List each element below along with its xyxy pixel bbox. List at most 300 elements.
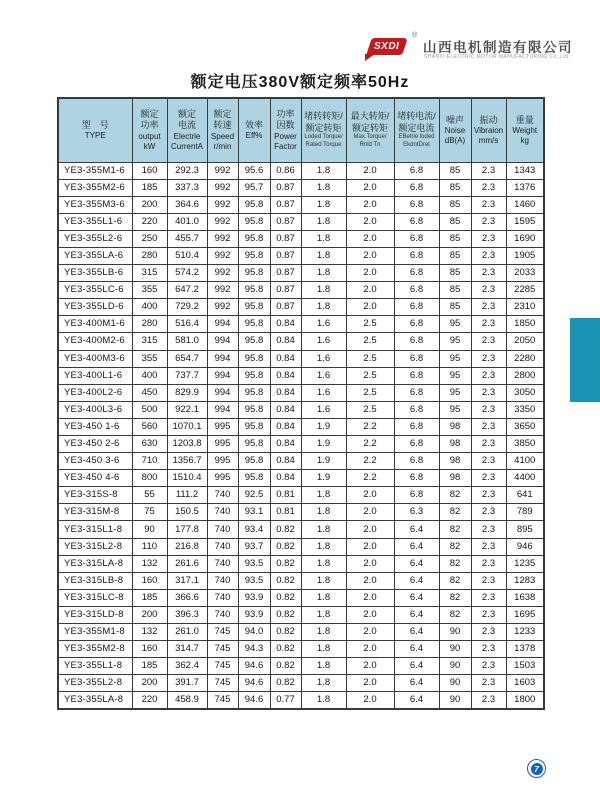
table-cell: 2.0 <box>346 282 394 299</box>
table-cell: 1510.4 <box>167 470 207 487</box>
table-cell: 6.8 <box>394 196 439 213</box>
table-cell: 220 <box>132 213 167 230</box>
cell-type: YE3-450 4-6 <box>58 470 132 487</box>
table-cell: 95.8 <box>238 470 270 487</box>
table-cell: 740 <box>207 487 238 504</box>
cell-type: YE3-315S-8 <box>58 487 132 504</box>
table-cell: 1343 <box>506 162 544 179</box>
table-cell: 82 <box>439 572 471 589</box>
cell-type: YE3-355LC-6 <box>58 282 132 299</box>
cell-type: YE3-315L2-8 <box>58 538 132 555</box>
table-cell: 1378 <box>506 641 544 658</box>
table-cell: 0.84 <box>270 350 301 367</box>
table-cell: 2.3 <box>471 384 506 401</box>
table-cell: 1.9 <box>301 470 346 487</box>
table-cell: 3650 <box>506 418 544 435</box>
table-cell: 1.8 <box>301 692 346 709</box>
table-cell: 6.8 <box>394 333 439 350</box>
table-cell: 85 <box>439 179 471 196</box>
table-cell: 95.8 <box>238 367 270 384</box>
table-cell: 90 <box>439 641 471 658</box>
table-row <box>58 436 544 453</box>
table-cell: 1.8 <box>301 555 346 572</box>
table-cell: 992 <box>207 213 238 230</box>
table-cell: 90 <box>132 521 167 538</box>
table-row <box>58 282 544 299</box>
table-cell: 0.81 <box>270 487 301 504</box>
table-cell: 0.87 <box>270 196 301 213</box>
company-name-en: SHANXI ELECTRIC MOTOR MANUFACTURING Co.,Ltd. <box>424 54 571 60</box>
table-cell: 1800 <box>506 692 544 709</box>
table-cell: 2.2 <box>346 418 394 435</box>
table-cell: 95.8 <box>238 350 270 367</box>
table-cell: 6.8 <box>394 453 439 470</box>
table-cell: 0.84 <box>270 367 301 384</box>
table-cell: 2.0 <box>346 265 394 282</box>
column-header: 功率 因数 Power Factor <box>270 98 301 162</box>
table-cell: 95.8 <box>238 299 270 316</box>
table-cell: 995 <box>207 453 238 470</box>
table-cell: 98 <box>439 418 471 435</box>
table-cell: 366.6 <box>167 589 207 606</box>
table-cell: 160 <box>132 162 167 179</box>
table-cell: 6.8 <box>394 265 439 282</box>
table-cell: 1233 <box>506 624 544 641</box>
table-cell: 6.8 <box>394 316 439 333</box>
table-cell: 261.0 <box>167 624 207 641</box>
table-cell: 2.3 <box>471 282 506 299</box>
cell-type: YE3-450 2-6 <box>58 436 132 453</box>
table-cell: 0.82 <box>270 521 301 538</box>
table-cell: 1603 <box>506 675 544 692</box>
table-cell: 0.82 <box>270 589 301 606</box>
table-cell: 292.3 <box>167 162 207 179</box>
table-cell: 740 <box>207 504 238 521</box>
table-cell: 0.87 <box>270 230 301 247</box>
cell-type: YE3-355M1-8 <box>58 624 132 641</box>
table-header <box>58 98 544 162</box>
table-cell: 654.7 <box>167 350 207 367</box>
table-cell: 261.6 <box>167 555 207 572</box>
table-cell: 3350 <box>506 401 544 418</box>
table-cell: 2.0 <box>346 641 394 658</box>
table-cell: 0.87 <box>270 282 301 299</box>
table-cell: 1850 <box>506 316 544 333</box>
cell-type: YE3-355M1-6 <box>58 162 132 179</box>
table-cell: 1.8 <box>301 658 346 675</box>
table-row <box>58 572 544 589</box>
table-cell: 1.9 <box>301 418 346 435</box>
table-cell: 2.3 <box>471 213 506 230</box>
cell-type: YE3-450 1-6 <box>58 418 132 435</box>
table-cell: 647.2 <box>167 282 207 299</box>
table-cell: 2.0 <box>346 555 394 572</box>
table-cell: 992 <box>207 162 238 179</box>
table-cell: 630 <box>132 436 167 453</box>
table-cell: 6.4 <box>394 572 439 589</box>
table-cell: 2.3 <box>471 418 506 435</box>
cell-type: YE3-400L1-6 <box>58 367 132 384</box>
table-cell: 922.1 <box>167 401 207 418</box>
table-row <box>58 247 544 264</box>
table-row <box>58 350 544 367</box>
table-row <box>58 265 544 282</box>
table-row <box>58 555 544 572</box>
table-cell: 1.6 <box>301 367 346 384</box>
table-cell: 95.8 <box>238 196 270 213</box>
cell-type: YE3-355L2-8 <box>58 675 132 692</box>
table-cell: 0.81 <box>270 504 301 521</box>
table-cell: 0.84 <box>270 453 301 470</box>
table-cell: 94.6 <box>238 658 270 675</box>
table-cell: 55 <box>132 487 167 504</box>
table-cell: 1.6 <box>301 384 346 401</box>
table-cell: 82 <box>439 521 471 538</box>
table-cell: 510.4 <box>167 247 207 264</box>
cell-type: YE3-355LD-6 <box>58 299 132 316</box>
table-cell: 0.82 <box>270 675 301 692</box>
table-cell: 2.0 <box>346 624 394 641</box>
company-logo <box>355 30 590 66</box>
table-cell: 2.5 <box>346 384 394 401</box>
table-cell: 581.0 <box>167 333 207 350</box>
table-cell: 2.0 <box>346 213 394 230</box>
table-row <box>58 333 544 350</box>
motor-spec-table <box>57 97 545 710</box>
table-cell: 1695 <box>506 606 544 623</box>
table-cell: 6.3 <box>394 504 439 521</box>
table-cell: 2.0 <box>346 299 394 316</box>
table-cell: 994 <box>207 350 238 367</box>
table-cell: 6.4 <box>394 658 439 675</box>
table-cell: 94.6 <box>238 692 270 709</box>
table-cell: 2.3 <box>471 453 506 470</box>
table-cell: 994 <box>207 333 238 350</box>
table-cell: 95 <box>439 333 471 350</box>
table-cell: 110 <box>132 538 167 555</box>
table-cell: 737.7 <box>167 367 207 384</box>
table-cell: 3050 <box>506 384 544 401</box>
table-cell: 1.6 <box>301 316 346 333</box>
table-cell: 2.0 <box>346 487 394 504</box>
table-cell: 98 <box>439 470 471 487</box>
table-cell: 95.8 <box>238 418 270 435</box>
table-cell: 82 <box>439 538 471 555</box>
table-cell: 500 <box>132 401 167 418</box>
table-cell: 740 <box>207 521 238 538</box>
table-cell: 2.5 <box>346 333 394 350</box>
table-cell: 2.0 <box>346 230 394 247</box>
registered-trademark-icon: ® <box>412 32 418 39</box>
table-cell: 6.4 <box>394 589 439 606</box>
table-cell: 2.0 <box>346 658 394 675</box>
table-cell: 216.8 <box>167 538 207 555</box>
table-cell: 1.8 <box>301 196 346 213</box>
table-cell: 2.5 <box>346 401 394 418</box>
table-cell: 2.0 <box>346 675 394 692</box>
table-cell: 355 <box>132 350 167 367</box>
table-cell: 995 <box>207 470 238 487</box>
table-cell: 6.8 <box>394 282 439 299</box>
table-cell: 94.3 <box>238 641 270 658</box>
table-cell: 6.8 <box>394 367 439 384</box>
table-cell: 740 <box>207 589 238 606</box>
table-cell: 1.8 <box>301 641 346 658</box>
table-cell: 994 <box>207 367 238 384</box>
table-cell: 641 <box>506 487 544 504</box>
table-cell: 2.3 <box>471 675 506 692</box>
table-cell: 0.87 <box>270 213 301 230</box>
table-cell: 6.8 <box>394 299 439 316</box>
table-row <box>58 230 544 247</box>
table-cell: 355 <box>132 282 167 299</box>
table-cell: 1.8 <box>301 247 346 264</box>
table-cell: 111.2 <box>167 487 207 504</box>
table-cell: 220 <box>132 692 167 709</box>
table-cell: 364.6 <box>167 196 207 213</box>
table-cell: 1.8 <box>301 179 346 196</box>
table-cell: 85 <box>439 162 471 179</box>
table-cell: 1690 <box>506 230 544 247</box>
table-cell: 0.84 <box>270 436 301 453</box>
table-cell: 85 <box>439 265 471 282</box>
table-cell: 93.4 <box>238 521 270 538</box>
table-cell: 4100 <box>506 453 544 470</box>
table-cell: 2.3 <box>471 367 506 384</box>
cell-type: YE3-315LD-8 <box>58 606 132 623</box>
table-cell: 280 <box>132 247 167 264</box>
table-row <box>58 196 544 213</box>
table-cell: 6.8 <box>394 179 439 196</box>
cell-type: YE3-355L2-6 <box>58 230 132 247</box>
table-cell: 2.3 <box>471 658 506 675</box>
table-cell: 1070.1 <box>167 418 207 435</box>
table-cell: 2.2 <box>346 453 394 470</box>
table-cell: 85 <box>439 282 471 299</box>
column-header: 型 号 TYPE <box>58 98 132 162</box>
cell-type: YE3-400L3-6 <box>58 401 132 418</box>
section-color-tab <box>570 318 600 402</box>
table-row <box>58 641 544 658</box>
table-cell: 450 <box>132 384 167 401</box>
table-cell: 0.82 <box>270 606 301 623</box>
table-cell: 2800 <box>506 367 544 384</box>
table-cell: 1.8 <box>301 265 346 282</box>
table-cell: 93.5 <box>238 572 270 589</box>
column-header: 效率 Eff% <box>238 98 270 162</box>
table-cell: 93.5 <box>238 555 270 572</box>
cell-type: YE3-355L1-8 <box>58 658 132 675</box>
table-cell: 95.8 <box>238 401 270 418</box>
table-cell: 93.9 <box>238 606 270 623</box>
table-cell: 2.3 <box>471 299 506 316</box>
table-row <box>58 658 544 675</box>
table-cell: 2.0 <box>346 162 394 179</box>
table-cell: 2.0 <box>346 692 394 709</box>
table-cell: 2033 <box>506 265 544 282</box>
cell-type: YE3-315LC-8 <box>58 589 132 606</box>
table-cell: 1595 <box>506 213 544 230</box>
table-cell: 337.3 <box>167 179 207 196</box>
table-cell: 1356.7 <box>167 453 207 470</box>
cell-type: YE3-355M2-6 <box>58 179 132 196</box>
table-cell: 2.0 <box>346 589 394 606</box>
table-cell: 95.6 <box>238 162 270 179</box>
table-cell: 160 <box>132 572 167 589</box>
table-cell: 1.8 <box>301 282 346 299</box>
table-cell: 95 <box>439 367 471 384</box>
table-cell: 95.8 <box>238 230 270 247</box>
table-cell: 82 <box>439 589 471 606</box>
table-cell: 2.0 <box>346 196 394 213</box>
table-cell: 2.3 <box>471 555 506 572</box>
table-cell: 93.9 <box>238 589 270 606</box>
table-cell: 6.8 <box>394 230 439 247</box>
table-cell: 95 <box>439 316 471 333</box>
column-header: 额定 电流 Electrle CurrentA <box>167 98 207 162</box>
table-cell: 200 <box>132 196 167 213</box>
table-cell: 6.8 <box>394 401 439 418</box>
table-cell: 2.3 <box>471 572 506 589</box>
cell-type: YE3-315LA-8 <box>58 555 132 572</box>
table-cell: 0.87 <box>270 265 301 282</box>
cell-type: YE3-400M3-6 <box>58 350 132 367</box>
cell-type: YE3-355M2-8 <box>58 641 132 658</box>
table-cell: 1.6 <box>301 350 346 367</box>
table-cell: 95.8 <box>238 316 270 333</box>
table-cell: 0.86 <box>270 162 301 179</box>
table-cell: 1.8 <box>301 589 346 606</box>
table-cell: 2.2 <box>346 470 394 487</box>
table-cell: 0.82 <box>270 555 301 572</box>
table-cell: 95.8 <box>238 265 270 282</box>
table-row <box>58 179 544 196</box>
table-row <box>58 606 544 623</box>
table-cell: 992 <box>207 196 238 213</box>
column-header: 噪声 Noise dB(A) <box>439 98 471 162</box>
table-row <box>58 675 544 692</box>
table-cell: 6.8 <box>394 213 439 230</box>
sxdi-brand-icon <box>366 38 408 55</box>
table-cell: 1503 <box>506 658 544 675</box>
table-cell: 1376 <box>506 179 544 196</box>
table-row <box>58 213 544 230</box>
table-cell: 2.3 <box>471 589 506 606</box>
table-cell: 95.8 <box>238 282 270 299</box>
table-cell: 2.0 <box>346 538 394 555</box>
table-cell: 6.4 <box>394 555 439 572</box>
table-cell: 132 <box>132 555 167 572</box>
table-cell: 2.0 <box>346 606 394 623</box>
table-row <box>58 316 544 333</box>
table-cell: 2.3 <box>471 606 506 623</box>
table-cell: 2.3 <box>471 230 506 247</box>
cell-type: YE3-315M-8 <box>58 504 132 521</box>
table-cell: 745 <box>207 692 238 709</box>
table-cell: 95.8 <box>238 453 270 470</box>
table-cell: 82 <box>439 504 471 521</box>
table-cell: 200 <box>132 675 167 692</box>
table-cell: 95.8 <box>238 436 270 453</box>
table-row <box>58 538 544 555</box>
table-cell: 3850 <box>506 436 544 453</box>
table-cell: 90 <box>439 692 471 709</box>
table-cell: 2310 <box>506 299 544 316</box>
table-cell: 185 <box>132 179 167 196</box>
table-cell: 0.87 <box>270 299 301 316</box>
cell-type: YE3-355LA-8 <box>58 692 132 709</box>
table-cell: 6.8 <box>394 247 439 264</box>
table-cell: 314.7 <box>167 641 207 658</box>
table-cell: 92.5 <box>238 487 270 504</box>
table-cell: 1.8 <box>301 230 346 247</box>
table-cell: 895 <box>506 521 544 538</box>
table-cell: 6.4 <box>394 606 439 623</box>
table-cell: 2.3 <box>471 538 506 555</box>
cell-type: YE3-355L1-6 <box>58 213 132 230</box>
table-cell: 85 <box>439 230 471 247</box>
table-cell: 4400 <box>506 470 544 487</box>
sxdi-brand-tail-icon <box>365 54 375 61</box>
table-cell: 1905 <box>506 247 544 264</box>
table-body <box>58 162 544 709</box>
table-cell: 992 <box>207 247 238 264</box>
table-row <box>58 453 544 470</box>
cell-type: YE3-400M2-6 <box>58 333 132 350</box>
table-cell: 6.8 <box>394 384 439 401</box>
table-row <box>58 504 544 521</box>
table-cell: 95.8 <box>238 247 270 264</box>
table-cell: 315 <box>132 333 167 350</box>
table-cell: 2.3 <box>471 504 506 521</box>
cell-type: YE3-450 3-6 <box>58 453 132 470</box>
table-cell: 391.7 <box>167 675 207 692</box>
table-cell: 185 <box>132 658 167 675</box>
table-cell: 95.7 <box>238 179 270 196</box>
table-row <box>58 384 544 401</box>
table-row <box>58 401 544 418</box>
table-cell: 0.84 <box>270 401 301 418</box>
table-cell: 2.3 <box>471 401 506 418</box>
table-cell: 400 <box>132 299 167 316</box>
table-cell: 200 <box>132 606 167 623</box>
table-cell: 992 <box>207 265 238 282</box>
table-cell: 710 <box>132 453 167 470</box>
table-cell: 95 <box>439 350 471 367</box>
table-cell: 994 <box>207 316 238 333</box>
table-cell: 132 <box>132 624 167 641</box>
table-row <box>58 367 544 384</box>
table-cell: 1.8 <box>301 521 346 538</box>
table-cell: 0.87 <box>270 179 301 196</box>
table-cell: 1.8 <box>301 487 346 504</box>
table-cell: 800 <box>132 470 167 487</box>
table-cell: 1.6 <box>301 401 346 418</box>
table-cell: 6.8 <box>394 350 439 367</box>
table-cell: 0.82 <box>270 538 301 555</box>
table-cell: 1.8 <box>301 538 346 555</box>
table-cell: 90 <box>439 658 471 675</box>
table-cell: 992 <box>207 230 238 247</box>
table-row <box>58 521 544 538</box>
cell-type: YE3-400L2-6 <box>58 384 132 401</box>
table-cell: 2.3 <box>471 350 506 367</box>
table-cell: 150.5 <box>167 504 207 521</box>
table-cell: 1283 <box>506 572 544 589</box>
table-cell: 1.6 <box>301 333 346 350</box>
table-cell: 0.84 <box>270 384 301 401</box>
table-cell: 6.4 <box>394 521 439 538</box>
